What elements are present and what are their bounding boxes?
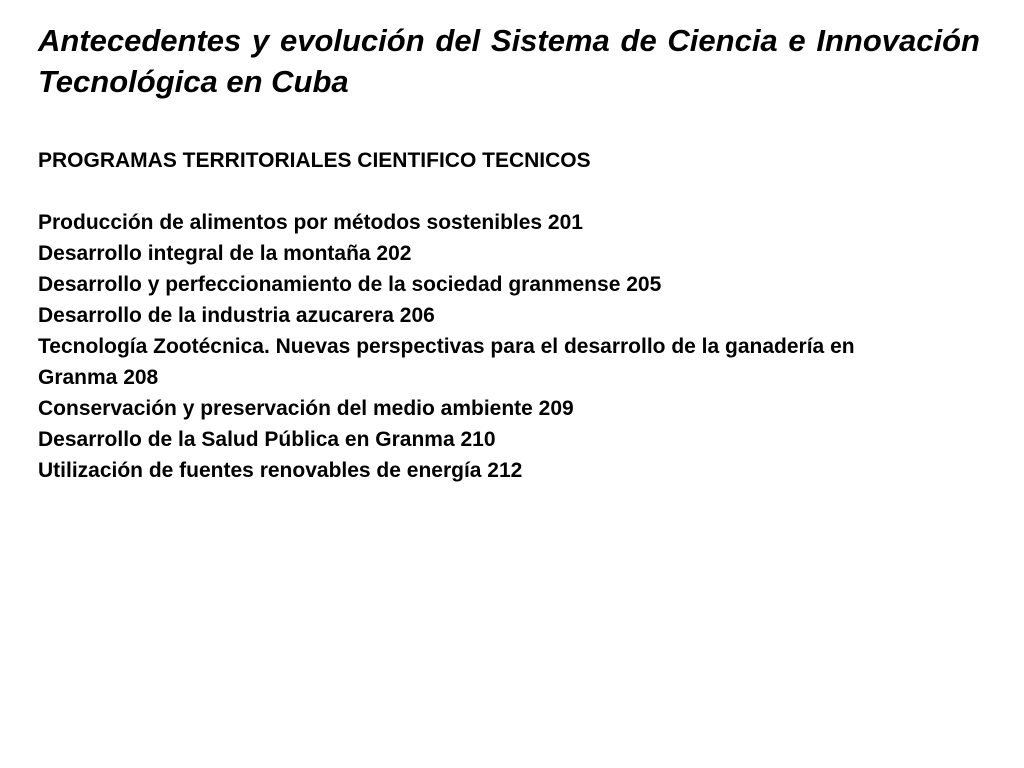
program-item: Desarrollo de la industria azucarera 206 [38,304,435,327]
program-item: Producción de alimentos por métodos sostenibles 201 [38,211,583,234]
slide-content [38,20,980,486]
program-item: Desarrollo de la Salud Pública en Granma 210 [38,428,496,451]
program-item: Desarrollo y perfeccionamiento de la sociedad granmense 205 [38,273,662,296]
program-item: Tecnología Zootécnica. Nuevas perspectivas para el desarrollo de la ganadería en Granma 208 [38,335,855,389]
program-list [38,207,898,486]
program-item: Desarrollo integral de la montaña 202 [38,242,412,265]
slide-title: Antecedentes y evolución del Sistema de Ciencia e Innovación Tecnológica en Cuba [38,23,980,99]
program-item: Utilización de fuentes renovables de energía 212 [38,459,523,482]
program-item: Conservación y preservación del medio ambiente 209 [38,397,574,420]
section-heading: PROGRAMAS TERRITORIALES CIENTIFICO TECNICOS [38,149,591,172]
